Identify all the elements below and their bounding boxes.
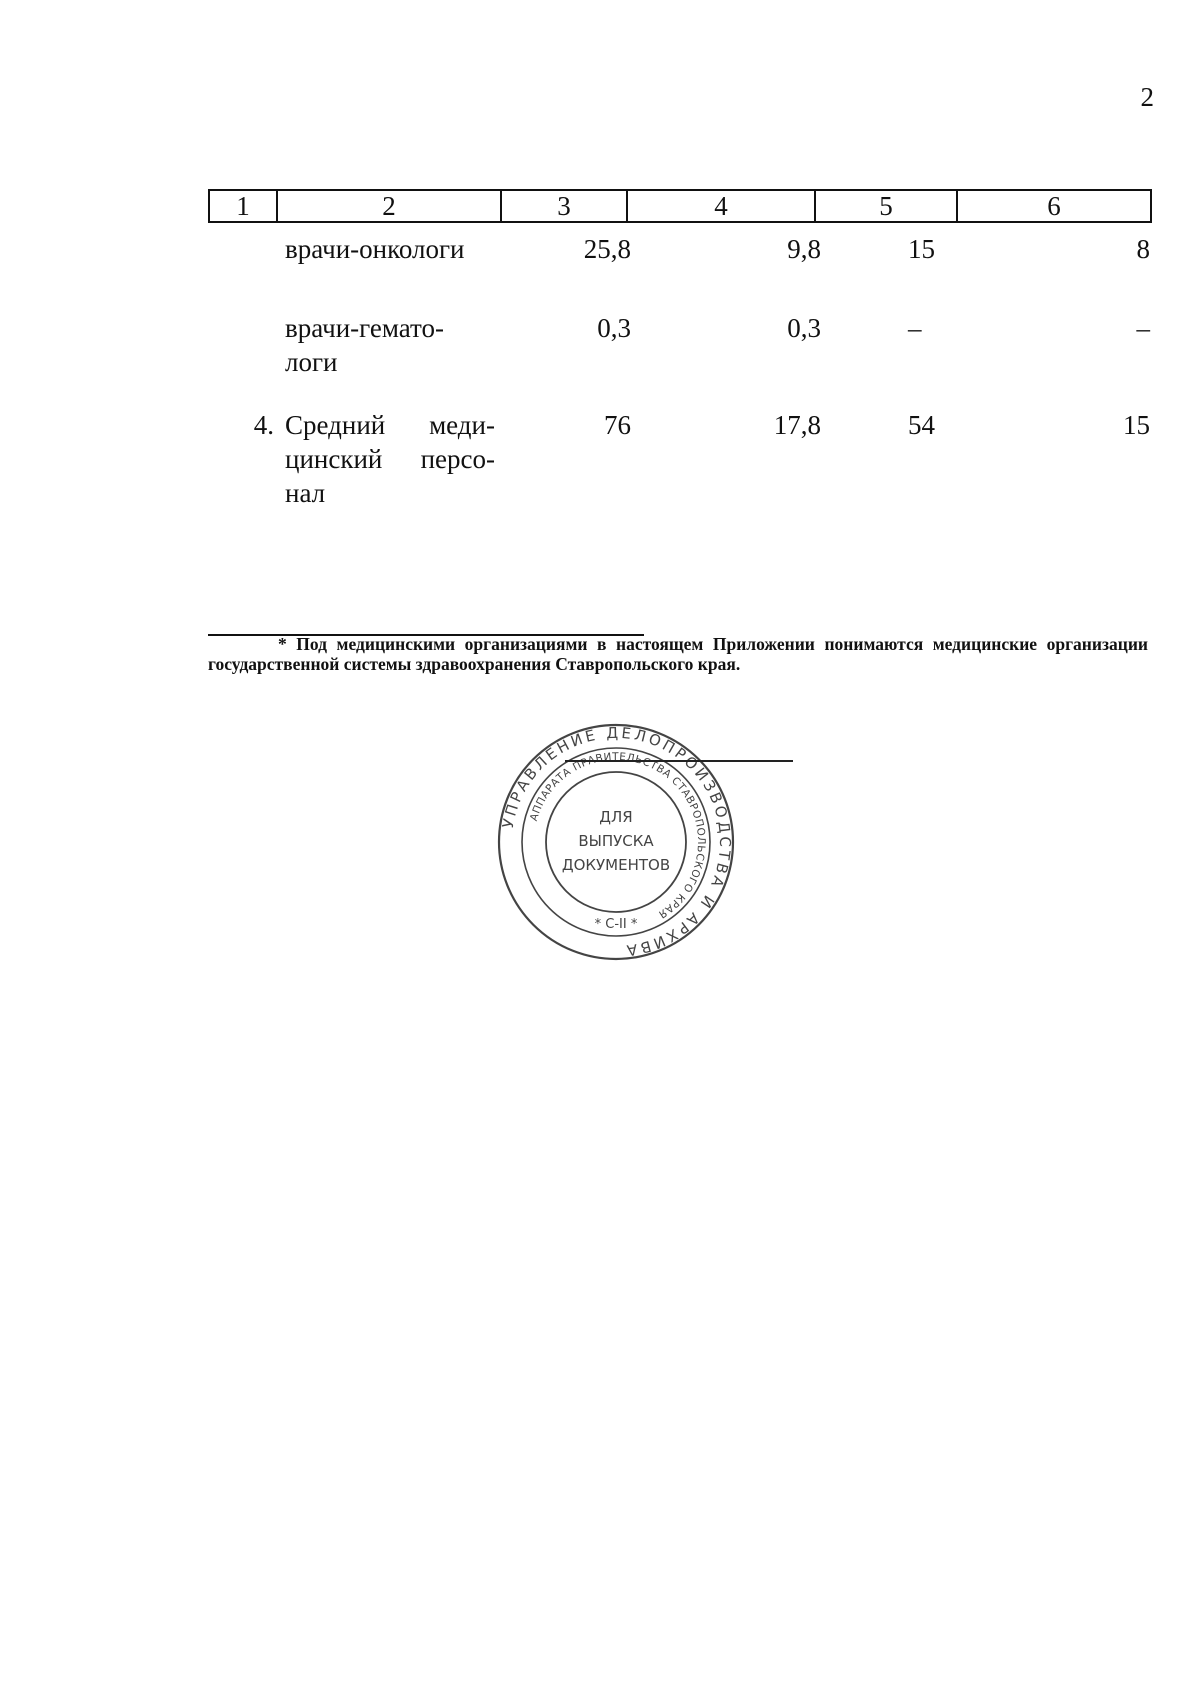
value-col-4: 17,8 (773, 410, 821, 440)
stamp-inner-text: АППАРАТА ПРАВИТЕЛЬСТВА СТАВРОПОЛЬСКОГО КРАЯ (527, 750, 708, 921)
signature-line (565, 760, 793, 762)
stamp-outer-text: УПРАВЛЕНИЕ ДЕЛОПРОИЗВОДСТВА И АРХИВА (498, 723, 735, 960)
row-name (285, 408, 495, 510)
footnote: * Под медицинскими организациями в настоящем Приложении понимаются медицинские организации государственной системы здравоохранения Ставропольского края. (208, 634, 1148, 674)
stamp-center-line: ДЛЯ (599, 808, 633, 826)
value-col-4: 9,8 (787, 234, 821, 264)
row-name (285, 232, 495, 266)
column-number-4: 4 (627, 190, 815, 222)
column-number-1: 1 (209, 190, 277, 222)
value-col-5: – (908, 313, 922, 343)
row-name-line: цинский персо- (285, 444, 495, 474)
value-col-3: 25,8 (583, 234, 631, 264)
row-name-line: врачи-онкологи (285, 234, 465, 264)
column-number-2: 2 (277, 190, 501, 222)
page-number: 2 (1140, 82, 1154, 112)
stamp-center-line: ДОКУМЕНТОВ (561, 856, 671, 874)
value-col-6: – (1136, 313, 1150, 343)
row-name (285, 311, 495, 379)
stamp-code: * С-II * (594, 917, 638, 932)
row-name-line: нал (285, 478, 326, 508)
value-col-4: 0,3 (787, 313, 821, 343)
column-number-5: 5 (815, 190, 957, 222)
official-stamp (496, 722, 736, 962)
stamp-center-line: ВЫПУСКА (578, 832, 654, 850)
value-col-6: 8 (1136, 234, 1150, 264)
value-col-5: 54 (908, 410, 935, 440)
row-name-line: логи (285, 347, 338, 377)
value-col-3: 76 (604, 410, 631, 440)
column-number-6: 6 (957, 190, 1151, 222)
value-col-5: 15 (908, 234, 935, 264)
row-name-line: врачи-гемато- (285, 313, 444, 343)
row-number: 4. (253, 410, 274, 440)
value-col-6: 15 (1123, 410, 1150, 440)
value-col-3: 0,3 (597, 313, 631, 343)
row-name-line: Средний меди- (285, 410, 495, 440)
column-number-3: 3 (501, 190, 627, 222)
column-number-header (208, 189, 1152, 223)
